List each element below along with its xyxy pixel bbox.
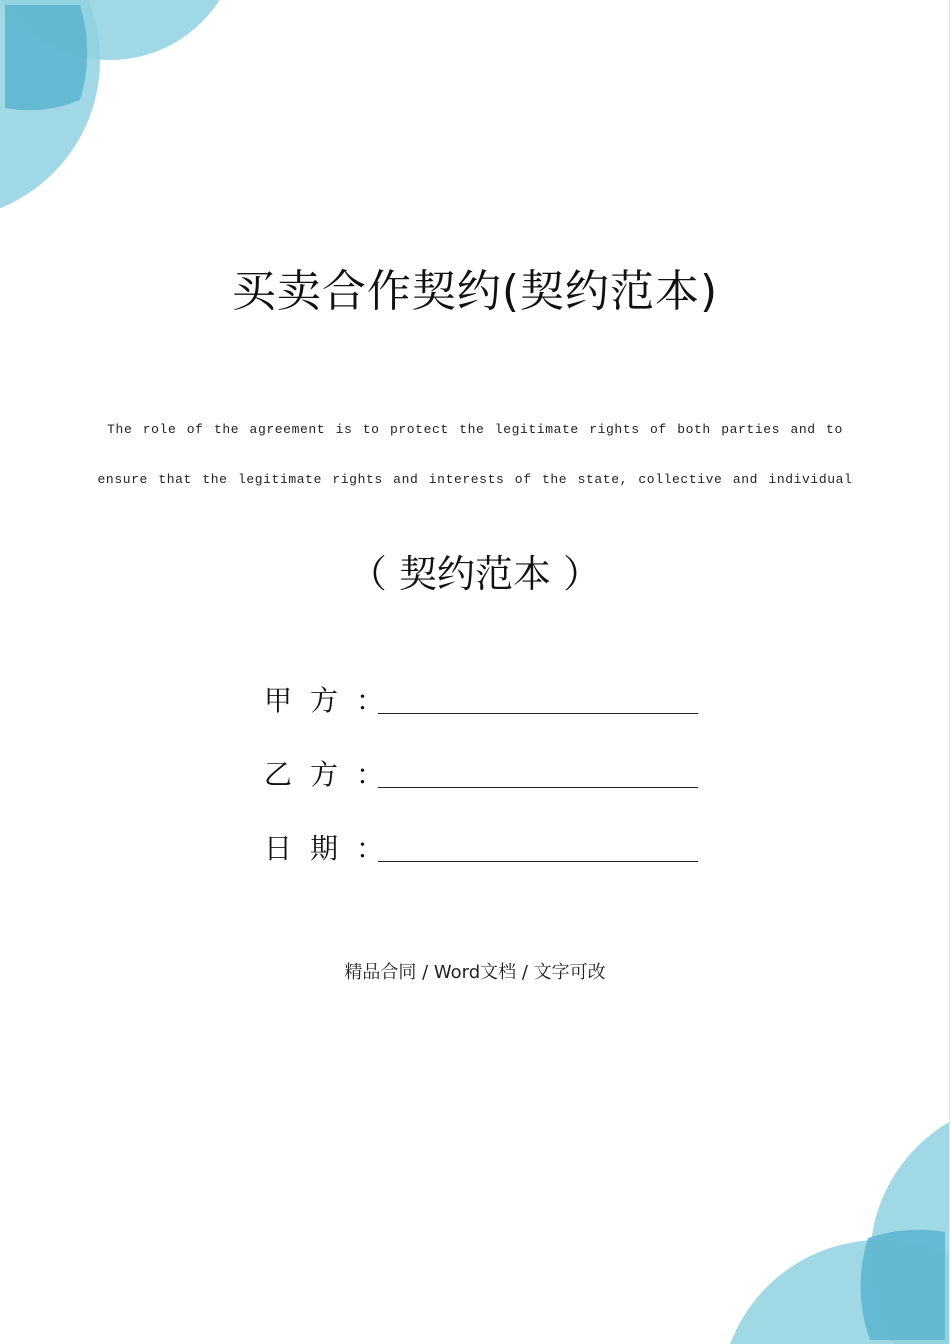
party-b-blank-line[interactable] — [378, 757, 698, 788]
intro-line-2: ensure that the legitimate rights and interests of the state, collective and individual — [97, 472, 853, 487]
date-blank-line[interactable] — [378, 831, 698, 862]
intro-line-1: The role of the agreement is to protect the legitimate rights of both parties and to — [107, 422, 843, 437]
date-label-char2: 期 — [310, 832, 339, 865]
party-b-label — [264, 758, 385, 792]
footer-part-2: Word — [433, 962, 481, 983]
bottom-right-overlap — [861, 1230, 945, 1340]
date-field — [264, 826, 704, 866]
party-a-blank-line[interactable] — [378, 683, 698, 714]
bottom-right-decoration — [720, 1100, 950, 1344]
party-b-label-char2: 方 — [310, 758, 339, 791]
top-left-decoration — [0, 0, 240, 220]
footer-part-3: 文档 — [480, 962, 517, 983]
date-label-char1: 日 — [264, 832, 293, 865]
party-b-field — [264, 752, 704, 792]
top-left-overlap — [5, 5, 87, 110]
footer-separator-1: / — [416, 962, 434, 983]
document-footer — [0, 958, 950, 984]
footer-separator-2: / — [516, 962, 534, 983]
party-a-label — [264, 684, 385, 718]
party-b-colon: ： — [356, 758, 385, 791]
party-b-label-char1: 乙 — [264, 758, 293, 791]
document-subtitle: （ 契约范本 ） — [348, 552, 602, 596]
document-title: 买卖合作契约(契约范本) — [231, 266, 719, 317]
party-a-label-char2: 方 — [310, 684, 339, 717]
date-colon: ： — [356, 832, 385, 865]
party-a-colon: ： — [356, 684, 385, 717]
party-a-label-char1: 甲 — [264, 684, 293, 717]
date-label — [264, 832, 385, 866]
footer-part-1: 精品合同 — [344, 962, 417, 983]
party-a-field — [264, 678, 704, 718]
footer-part-4: 文字可改 — [533, 962, 606, 983]
